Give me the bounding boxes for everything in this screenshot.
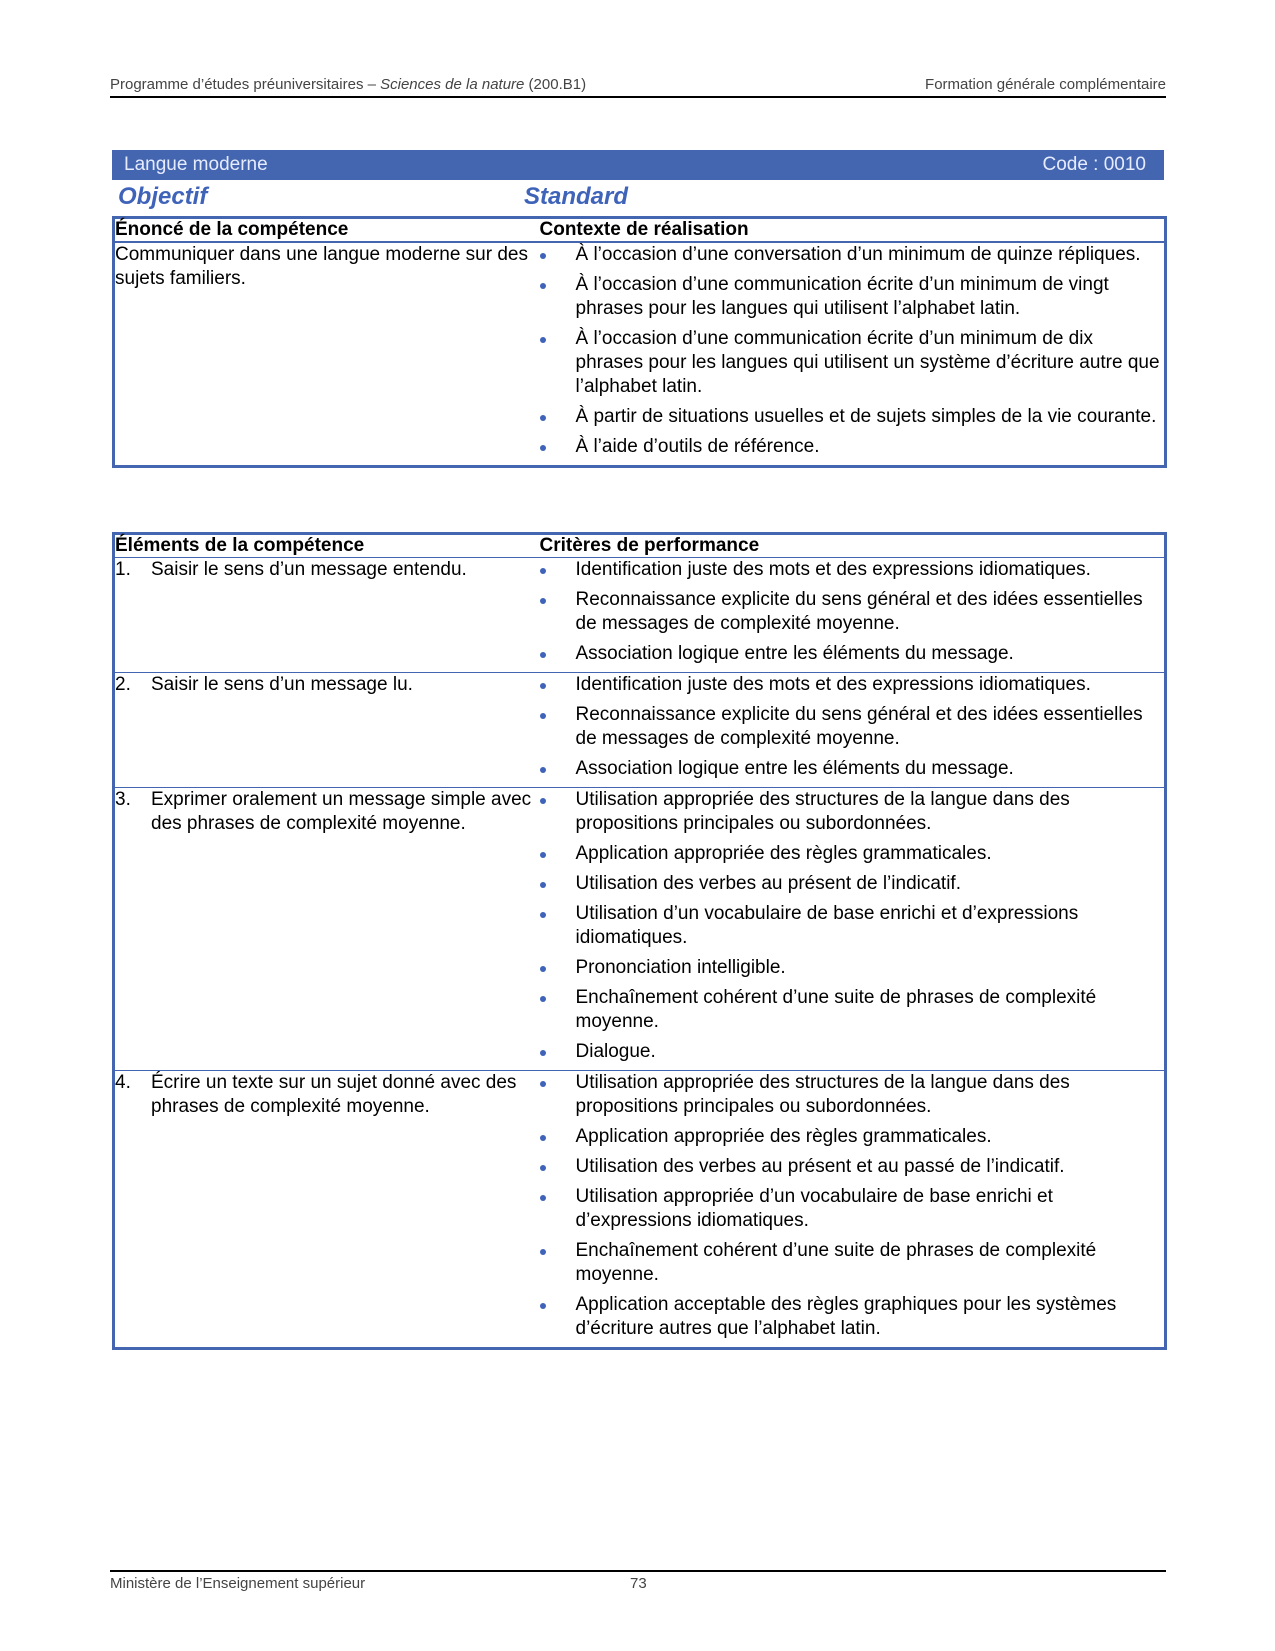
element-text: Saisir le sens d’un message entendu. — [151, 559, 467, 580]
criterion-item: Application appropriée des règles grammaticales. — [540, 842, 1165, 866]
context-item: À l’occasion d’une communication écrite d’un minimum de dix phrases pour les langues qui utilisent un système d’écriture autre que l’alphabet latin. — [540, 327, 1165, 399]
criterion-item: Identification juste des mots et des expressions idiomatiques. — [540, 673, 1165, 697]
criteria-list — [540, 558, 1165, 666]
program-name: Sciences de la nature — [380, 76, 525, 93]
criterion-item: Association logique entre les éléments du message. — [540, 757, 1165, 781]
criteria-list — [540, 1071, 1165, 1341]
course-name: Langue moderne — [124, 154, 268, 175]
criterion-item: Prononciation intelligible. — [540, 956, 1165, 980]
training-type: Formation générale complémentaire — [925, 76, 1166, 93]
elements-table — [112, 532, 1167, 1350]
element-item — [115, 673, 540, 697]
criteria-heading: Critères de performance — [539, 535, 760, 556]
page-number: 73 — [630, 1575, 647, 1592]
elements-heading: Éléments de la compétence — [115, 535, 365, 556]
criterion-item: Utilisation appropriée des structures de la langue dans des propositions principales ou subordonnées. — [540, 788, 1165, 836]
element-text: Écrire un texte sur un sujet donné avec des phrases de complexité moyenne. — [151, 1072, 517, 1117]
criterion-item: Application acceptable des règles graphiques pour les systèmes d’écriture autres que l’alphabet latin. — [540, 1293, 1165, 1341]
criterion-item: Utilisation appropriée d’un vocabulaire de base enrichi et d’expressions idiomatiques. — [540, 1185, 1165, 1233]
criterion-item: Reconnaissance explicite du sens général et des idées essentielles de messages de complexité moyenne. — [540, 703, 1165, 751]
context-item: À l’occasion d’une conversation d’un minimum de quinze répliques. — [540, 243, 1165, 267]
context-item: À l’occasion d’une communication écrite d’un minimum de vingt phrases pour les langues qui utilisent l’alphabet latin. — [540, 273, 1165, 321]
standard-title: Standard — [524, 183, 629, 210]
element-text: Saisir le sens d’un message lu. — [151, 674, 413, 695]
course-bar — [112, 150, 1164, 180]
element-number: 2. — [115, 674, 131, 695]
table-row — [114, 558, 1166, 673]
context-item: À partir de situations usuelles et de sujets simples de la vie courante. — [540, 405, 1165, 429]
competency-statement: Communiquer dans une langue moderne sur des sujets familiers. — [115, 244, 528, 289]
criterion-item: Enchaînement cohérent d’une suite de phrases de complexité moyenne. — [540, 986, 1165, 1034]
context-list — [540, 243, 1165, 459]
criterion-item: Utilisation des verbes au présent de l’indicatif. — [540, 872, 1165, 896]
element-number: 3. — [115, 789, 131, 810]
criterion-item: Identification juste des mots et des expressions idiomatiques. — [540, 558, 1165, 582]
criterion-item: Association logique entre les éléments du message. — [540, 642, 1165, 666]
criterion-item: Dialogue. — [540, 1040, 1165, 1064]
criterion-item: Application appropriée des règles grammaticales. — [540, 1125, 1165, 1149]
element-item — [115, 558, 540, 582]
criterion-item: Utilisation d’un vocabulaire de base enrichi et d’expressions idiomatiques. — [540, 902, 1165, 950]
table-row — [114, 1071, 1166, 1349]
criteria-list — [540, 788, 1165, 1064]
context-cell — [540, 242, 1166, 467]
table-row — [114, 788, 1166, 1071]
objective-title: Objectif — [118, 183, 208, 210]
element-item — [115, 788, 540, 836]
criteria-list — [540, 673, 1165, 781]
criterion-item: Enchaînement cohérent d’une suite de phrases de complexité moyenne. — [540, 1239, 1165, 1287]
criterion-item: Reconnaissance explicite du sens général et des idées essentielles de messages de complexité moyenne. — [540, 588, 1165, 636]
competency-heading: Énoncé de la compétence — [114, 218, 540, 243]
page-header — [110, 74, 1166, 98]
criterion-item: Utilisation appropriée des structures de la langue dans des propositions principales ou subordonnées. — [540, 1071, 1165, 1119]
competency-table — [112, 216, 1167, 468]
element-number: 4. — [115, 1072, 131, 1093]
criterion-item: Utilisation des verbes au présent et au passé de l’indicatif. — [540, 1155, 1165, 1179]
element-text: Exprimer oralement un message simple avec des phrases de complexité moyenne. — [151, 789, 532, 834]
ministry-name: Ministère de l’Enseignement supérieur — [110, 1575, 366, 1592]
course-code: Code : 0010 — [1042, 154, 1146, 175]
section-titles — [112, 183, 1164, 215]
element-number: 1. — [115, 559, 131, 580]
context-item: À l’aide d’outils de référence. — [540, 435, 1165, 459]
element-item — [115, 1071, 540, 1119]
table-row — [114, 673, 1166, 788]
context-heading: Contexte de réalisation — [540, 218, 1166, 243]
program-title: Programme d’études préuniversitaires – Sciences de la nature (200.B1) — [110, 76, 587, 93]
page-footer — [110, 1570, 1166, 1592]
